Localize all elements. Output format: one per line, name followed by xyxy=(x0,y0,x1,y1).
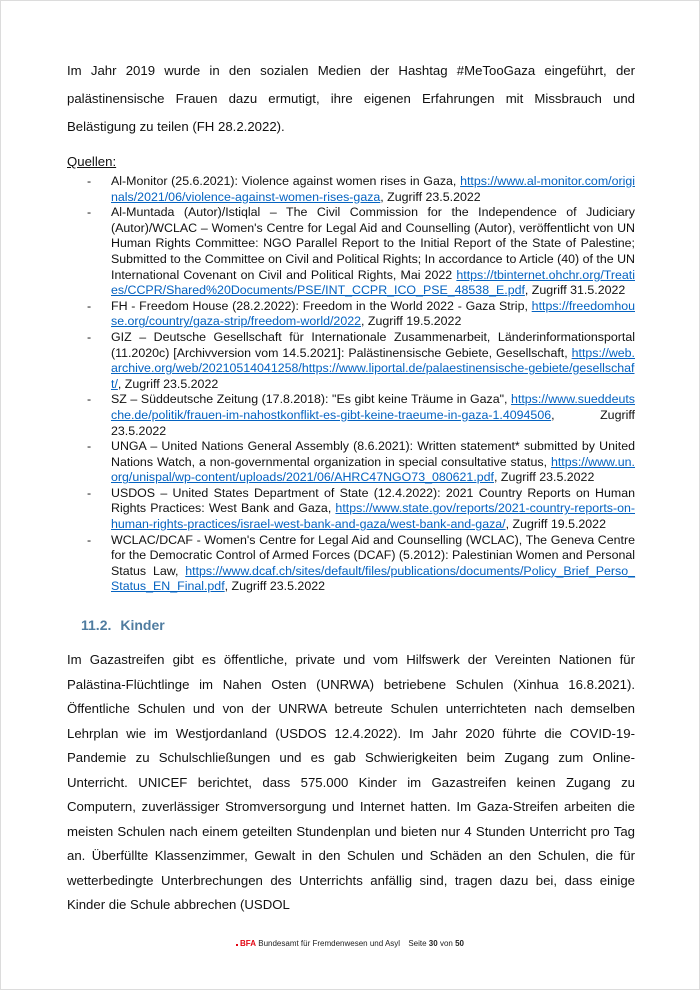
sources-list xyxy=(67,174,635,595)
source-link[interactable]: https://www.un.org/unispal/wp-content/uploads/2021/06/AHRC47NGO73_080621.pdf xyxy=(111,454,635,485)
source-text: USDOS – United States Department of State (12.4.2022): 2021 Country Reports on Human Rights Practices: West Bank and Gaza, xyxy=(111,485,635,516)
source-text: , Zugriff 23.5.2022 xyxy=(380,189,481,204)
source-text: GIZ – Deutsche Gesellschaft für Internationale Zusammenarbeit, Länderinformationsportal (11.2020c) [Archivversion vom 14.5.2021]: Palästinensische Gebiete, Gesellschaft, xyxy=(111,329,635,360)
sources-heading-label: Quellen: xyxy=(67,154,117,169)
source-link[interactable]: https://www.dcaf.ch/sites/default/files/publications/documents/Policy_Brief_Perso_Status_EN_Final.pdf xyxy=(111,563,635,594)
source-item xyxy=(67,533,635,595)
source-text: , Zugriff 19.5.2022 xyxy=(505,517,606,532)
source-link[interactable]: https://freedomhouse.org/country/gaza-strip/freedom-world/2022 xyxy=(111,298,635,329)
footer-of-word: von xyxy=(439,939,453,948)
page-footer xyxy=(1,939,699,949)
section-heading xyxy=(81,617,635,634)
source-item xyxy=(67,299,635,330)
source-link[interactable]: https://tbinternet.ohchr.org/Treaties/CCPR/Shared%20Documents/PSE/INT_CCPR_ICO_PSE_48538_E.pdf xyxy=(111,267,635,298)
footer-page-word: Seite xyxy=(408,939,427,948)
source-item xyxy=(67,330,635,392)
source-item xyxy=(67,392,635,439)
source-link[interactable]: https://www.sueddeutsche.de/politik/frauen-im-nahostkonflikt-es-gibt-keine-traeume-in-gaza-1.4094506 xyxy=(111,392,635,422)
source-link[interactable]: https://www.al-monitor.com/originals/2021/06/violence-against-women-rises-gaza xyxy=(111,174,635,204)
section-number: 11.2. xyxy=(81,617,112,634)
source-text: Al-Muntada (Autor)/Istiqlal – The Civil Commission for the Independence of Judiciary (Autor)/WCLAC – Women's Centre for Legal Aid and Counselling (Autor), veröffentlicht von UN Human Rights Committee: NGO Parallel Report to the Initial Report of the State of Palestine; Submitted to the Committee on Civil and Political Rights; In accordance to Article (40) of the UN International Covenant on Civil and Political Rights, Mai 2022 xyxy=(111,205,635,282)
source-text: WCLAC/DCAF - Women's Centre for Legal Aid and Counselling (WCLAC), The Geneva Centre for the Democratic Control of Armed Forces (DCAF) (5.2012): Palestinian Women and Personal Status Law, xyxy=(111,532,635,578)
source-text: , Zugriff 19.5.2022 xyxy=(361,314,462,329)
footer-org-name: Bundesamt für Fremdenwesen und Asyl xyxy=(258,939,401,948)
bfa-logo: BFA xyxy=(236,939,256,948)
source-text: , Zugriff 31.5.2022 xyxy=(524,283,626,298)
section-title: Kinder xyxy=(120,617,165,634)
source-text: FH - Freedom House (28.2.2022): Freedom in the World 2022 - Gaza Strip, xyxy=(111,298,532,313)
footer-page-current: 30 xyxy=(428,939,438,948)
source-text: Al-Monitor (25.6.2021): Violence against women rises in Gaza, xyxy=(111,174,461,188)
source-item xyxy=(67,439,635,486)
source-text: , Zugriff 23.5.2022 xyxy=(117,376,219,391)
source-item xyxy=(67,174,635,205)
source-text: , Zugriff 23.5.2022 xyxy=(494,470,595,485)
sources-heading xyxy=(67,153,635,170)
source-link[interactable]: https://www.state.gov/reports/2021-country-reports-on-human-rights-practices/israel-west-bank-and-gaza/west-bank-and-gaza/ xyxy=(111,501,635,532)
source-link[interactable]: https://web.archive.org/web/20210514041258/https://www.liportal.de/palaestinensische-gebiete/gesellschaft/ xyxy=(111,345,635,391)
source-text: UNGA – United Nations General Assembly (8.6.2021): Written statement* submitted by United Nations Watch, a non-governmental organization in special consultative status, xyxy=(111,439,635,469)
source-item xyxy=(67,486,635,533)
source-text: , Zugriff 23.5.2022 xyxy=(224,579,325,594)
page-content xyxy=(1,1,699,918)
footer-page-total: 50 xyxy=(455,939,464,948)
source-text: SZ – Süddeutsche Zeitung (17.8.2018): "Es gibt keine Träume in Gaza", xyxy=(111,392,512,407)
source-item xyxy=(67,205,635,299)
source-text: , Zugriff 23.5.2022 xyxy=(111,407,635,438)
intro-paragraph: Im Jahr 2019 wurde in den sozialen Medien der Hashtag #MeTooGaza eingeführt, der palästinensische Frauen dazu ermutigt, ihre eigenen Erfahrungen mit Missbrauch und Belästigung zu teilen (FH 28.2.2022). xyxy=(67,63,635,134)
section-body-paragraph: Im Gazastreifen gibt es öffentliche, private und vom Hilfswerk der Vereinten Nationen für Palästina-Flüchtlinge im Nahen Osten (UNRWA) betriebene Schulen (Xinhua 16.8.2021). Öffentliche Schulen und von der UNRWA betreute Schulen unterrichteten nach demselben Lehrplan wie im Westjordanland (USDOS 12.4.2022). Im Jahr 2020 führte die COVID-19-Pandemie zu Schulschließungen und es gab Schwierigkeiten beim Zugang zum Online-Unterricht. UNICEF berichtet, dass 575.000 Kinder im Gazastreifen keinen Zugang zu Computern, zuverlässiger Stromversorgung und Internet hatten. Im Gaza-Streifen arbeiten die meisten Schulen nach einem geteilten Stundenplan und bieten nur 4 Stunden Unterricht pro Tag an. Überfüllte Klassenzimmer, Gewalt in den Schulen und Schäden an den Schulen, die für wetterbedingte Unterbrechungen des Unterrichts anfällig sind, tragen dazu bei, dass einige Kinder die Schule abbrechen (USDOL xyxy=(67,652,635,913)
